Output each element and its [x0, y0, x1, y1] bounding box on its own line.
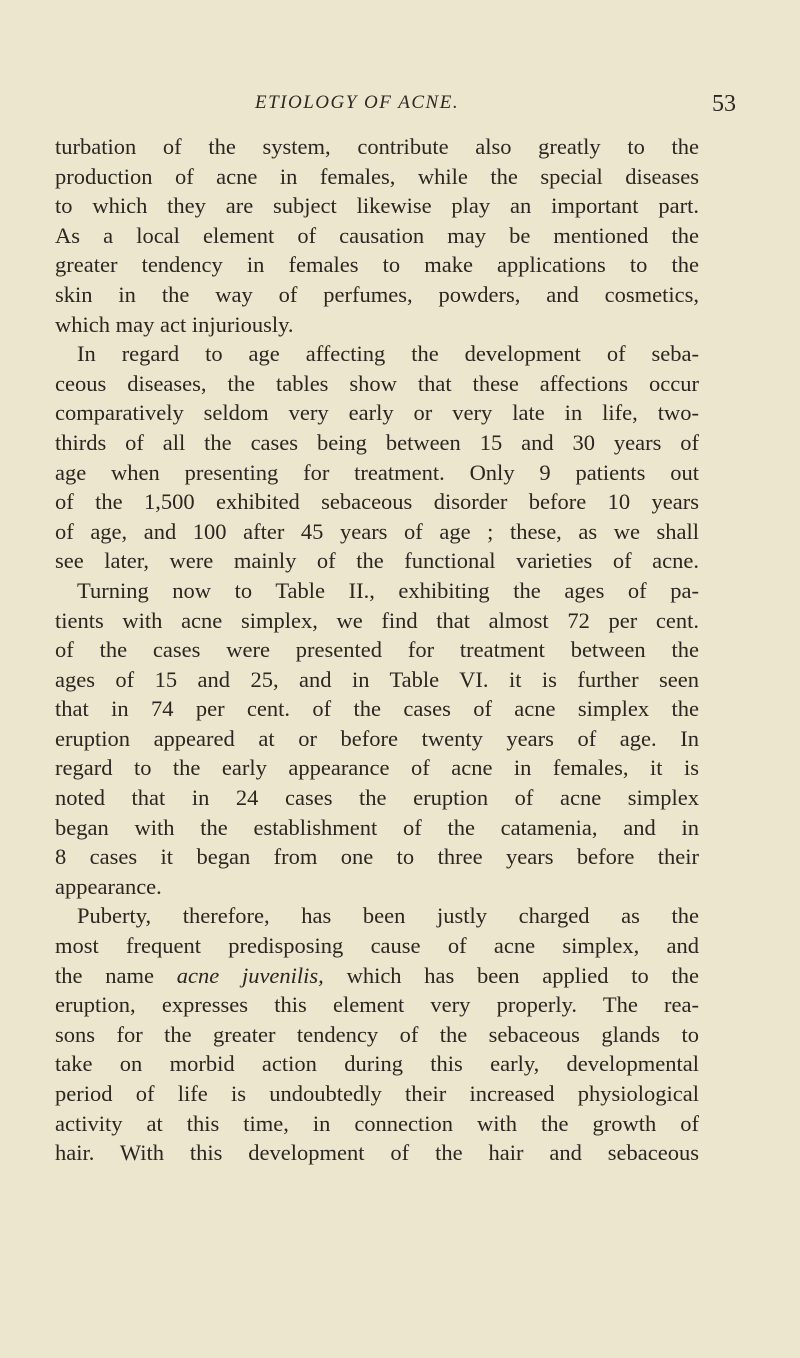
text-line: that in 74 per cent. of the cases of acne simplex the	[55, 696, 699, 722]
text-line: As a local element of causation may be mentioned the	[55, 222, 699, 248]
text-segment: which has been applied to the	[323, 962, 699, 988]
text-line: of age, and 100 after 45 years of age ; these, as we shall	[55, 518, 699, 544]
paragraph-start-line: Turning now to Table II., exhibiting the ages of pa-	[77, 577, 699, 603]
text-line: take on morbid action during this early, developmental	[55, 1051, 699, 1077]
text-line: which may act injuriously.	[55, 311, 294, 337]
text-line: of the cases were presented for treatment between the	[55, 637, 699, 663]
text-line: noted that in 24 cases the eruption of acne simplex	[55, 785, 699, 811]
text-line: sons for the greater tendency of the sebaceous glands to	[55, 1021, 699, 1047]
page-header	[0, 92, 800, 122]
paragraph-start-line: Puberty, therefore, has been justly charged as the	[77, 903, 699, 929]
text-line: age when presenting for treatment. Only 9 patients out	[55, 459, 699, 485]
text-line: comparatively seldom very early or very late in life, two-	[55, 400, 699, 426]
text-line: production of acne in females, while the special diseases	[55, 163, 699, 189]
text-line: most frequent predisposing cause of acne simplex, and	[55, 933, 699, 959]
text-line: began with the establishment of the catamenia, and in	[55, 814, 699, 840]
italic-term: acne juvenilis,	[176, 962, 324, 988]
text-line: see later, were mainly of the functional varieties of acne.	[55, 548, 699, 574]
text-line-with-italic	[55, 961, 699, 991]
text-line: greater tendency in females to make applications to the	[55, 252, 699, 278]
page-number: 53	[712, 91, 736, 117]
body-text	[55, 132, 699, 1168]
running-head: ETIOLOGY OF ACNE.	[255, 92, 460, 113]
text-line: to which they are subject likewise play an important part.	[55, 193, 699, 219]
text-line: hair. With this development of the hair and sebaceous	[55, 1140, 699, 1166]
text-line: of the 1,500 exhibited sebaceous disorder before 10 years	[55, 489, 699, 515]
text-line: tients with acne simplex, we find that almost 72 per cent.	[55, 607, 699, 633]
text-line: ceous diseases, the tables show that these affections occur	[55, 370, 699, 396]
text-segment: the name	[55, 962, 177, 988]
text-line: appearance.	[55, 873, 162, 899]
text-line: thirds of all the cases being between 15 and 30 years of	[55, 429, 699, 455]
text-line: turbation of the system, contribute also greatly to the	[55, 134, 699, 159]
text-line: regard to the early appearance of acne in females, it is	[55, 755, 699, 781]
text-line: activity at this time, in connection with the growth of	[55, 1110, 699, 1136]
paragraph-start-line: In regard to age affecting the development of seba-	[77, 341, 699, 367]
text-line: 8 cases it began from one to three years before their	[55, 844, 699, 870]
text-line: period of life is undoubtedly their increased physiological	[55, 1081, 699, 1106]
text-line: eruption, expresses this element very properly. The rea-	[55, 992, 699, 1018]
text-line: eruption appeared at or before twenty years of age. In	[55, 725, 699, 751]
text-line: skin in the way of perfumes, powders, and cosmetics,	[55, 281, 699, 307]
text-line: ages of 15 and 25, and in Table VI. it is further seen	[55, 666, 699, 692]
